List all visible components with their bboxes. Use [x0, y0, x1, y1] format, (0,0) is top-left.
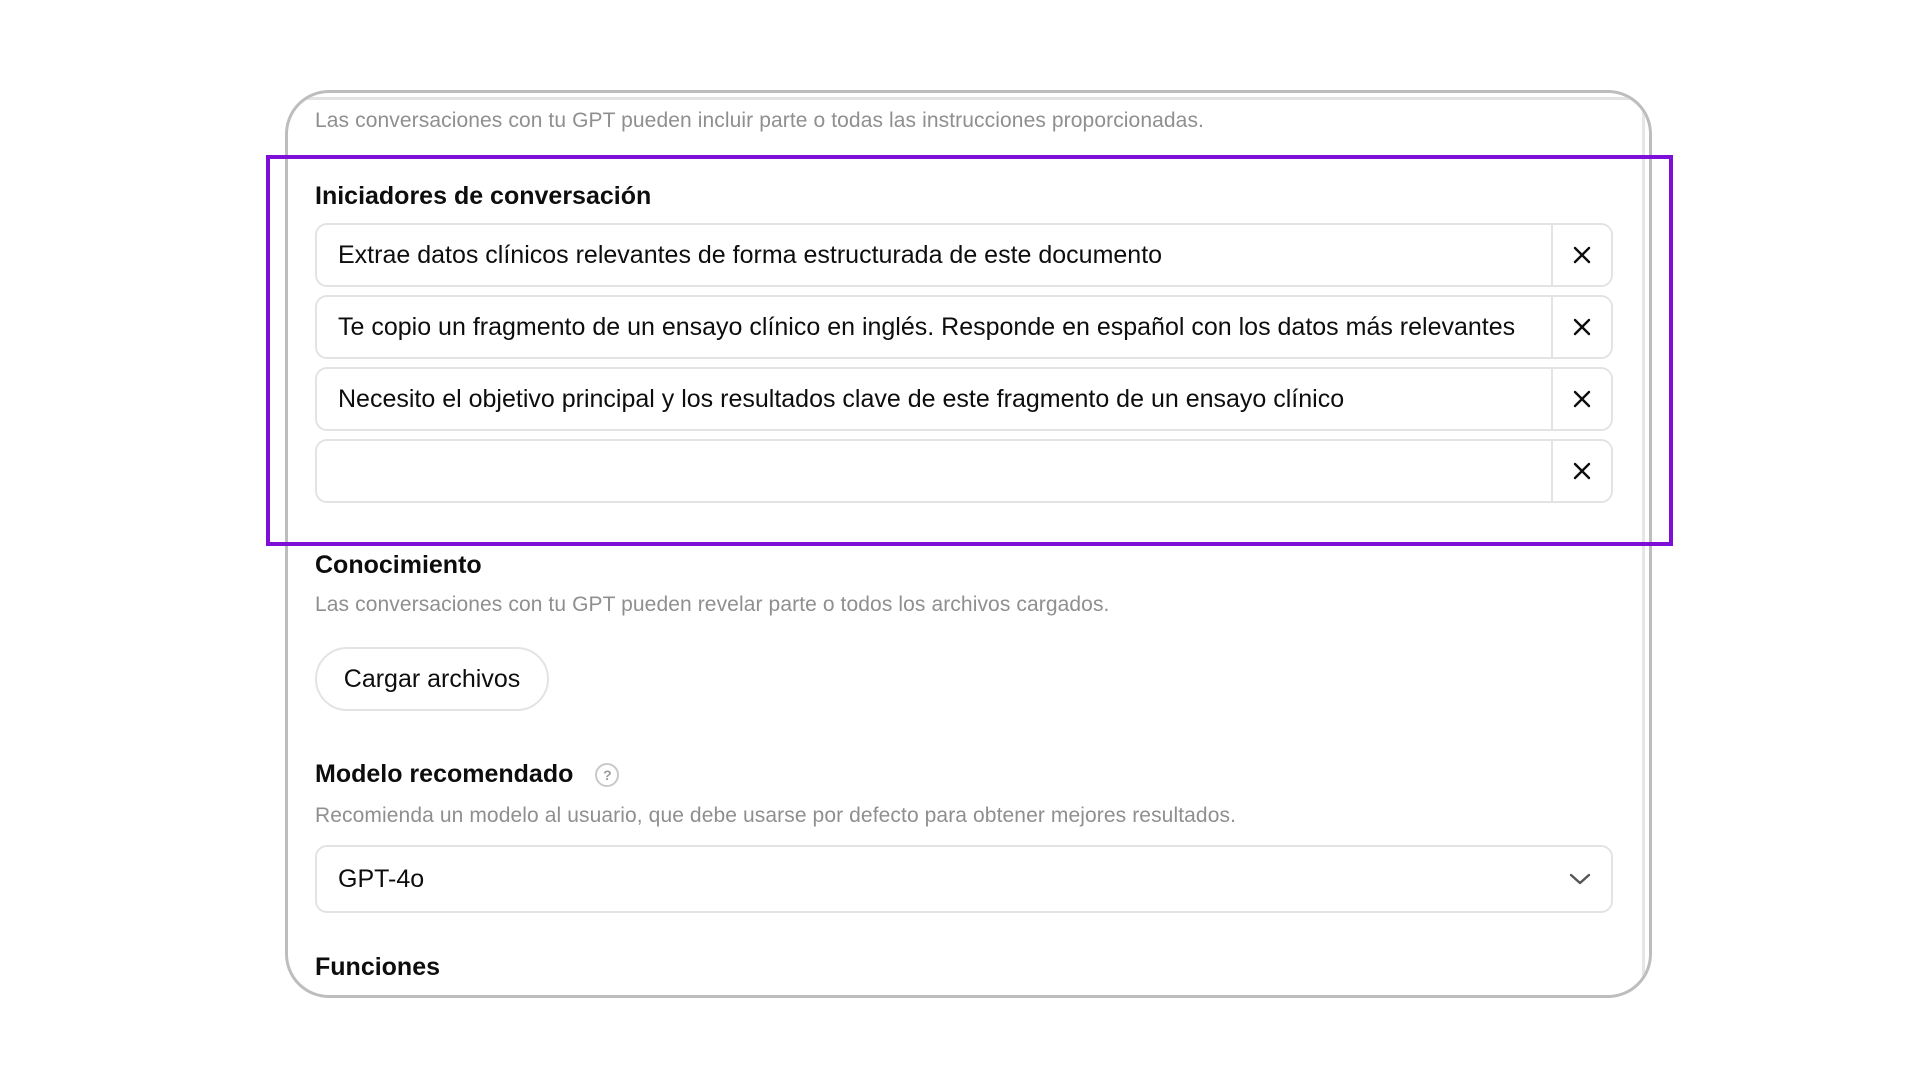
- remove-starter-button-4[interactable]: [1551, 441, 1611, 501]
- close-icon: [1572, 245, 1592, 265]
- knowledge-title: Conocimiento: [315, 551, 482, 579]
- previous-field-edge: [288, 93, 1649, 100]
- starter-row-2: [315, 295, 1613, 359]
- starter-row-4: [315, 439, 1613, 503]
- functions-title: Funciones: [315, 953, 441, 981]
- starter-row-3: [315, 367, 1613, 431]
- close-icon: [1572, 461, 1592, 481]
- model-select[interactable]: [315, 845, 1613, 913]
- chevron-down-icon: [1569, 872, 1591, 886]
- instructions-hint: Las conversaciones con tu GPT pueden incluir parte o todas las instrucciones proporcionadas.: [315, 109, 1204, 132]
- model-select-value: GPT-4o: [338, 864, 425, 893]
- remove-starter-button-2[interactable]: [1551, 297, 1611, 357]
- question-icon[interactable]: ?: [595, 763, 619, 787]
- conversation-starters-title: Iniciadores de conversación: [315, 182, 652, 210]
- starter-row-1: [315, 223, 1613, 287]
- starter-input-4[interactable]: [317, 441, 1551, 501]
- remove-starter-button-3[interactable]: [1551, 369, 1611, 429]
- starter-input-3[interactable]: [317, 369, 1551, 429]
- conversation-starters-list: [315, 223, 1613, 511]
- close-icon: [1572, 389, 1592, 409]
- recommended-model-header: [315, 760, 619, 789]
- remove-starter-button-1[interactable]: [1551, 225, 1611, 285]
- close-icon: [1572, 317, 1592, 337]
- recommended-model-title: Modelo recomendado: [315, 760, 574, 788]
- recommended-model-hint: Recomienda un modelo al usuario, que debe usarse por defecto para obtener mejores resultados.: [315, 804, 1237, 827]
- gpt-config-panel: [285, 90, 1652, 998]
- starter-input-2[interactable]: [317, 297, 1551, 357]
- scrollbar[interactable]: [1642, 93, 1645, 995]
- knowledge-hint: Las conversaciones con tu GPT pueden revelar parte o todos los archivos cargados.: [315, 593, 1110, 616]
- upload-files-button[interactable]: Cargar archivos: [315, 647, 549, 711]
- starter-input-1[interactable]: [317, 225, 1551, 285]
